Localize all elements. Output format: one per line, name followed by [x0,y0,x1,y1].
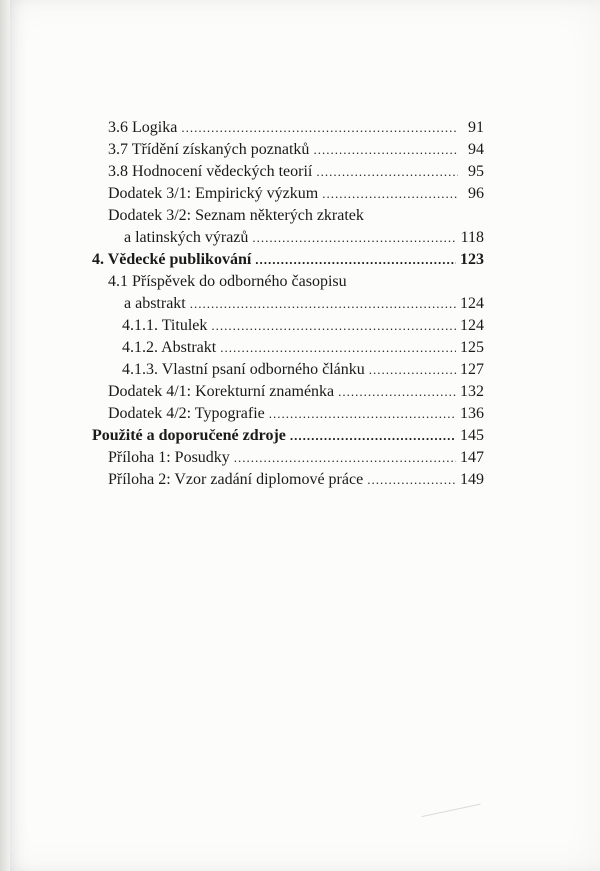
toc-entry-label: 4.1 Příspěvek do odborného časopisu [108,273,347,290]
toc-leader-dots [322,183,458,205]
toc-entry [92,227,484,249]
toc-entry-label: 3.6 Logika [108,119,178,136]
toc-entry-label: Dodatek 4/1: Korekturní znaménka [108,383,335,400]
toc-leader-dots [255,249,456,271]
toc-subentry [92,359,484,381]
toc-entry [92,205,484,227]
toc-entry-page: 118 [460,229,484,246]
toc-leader-dots [313,139,458,161]
toc-leader-dots [220,337,456,359]
toc-chapter-label: Použité a doporučené zdroje [92,427,286,444]
toc-leader-dots [252,227,456,249]
toc-entry-label: Dodatek 3/1: Empirický výzkum [108,185,319,202]
toc-entry-page: 124 [460,295,484,312]
toc-entry [92,183,484,205]
toc-leader-dots [367,469,456,491]
toc-entry [92,117,484,139]
toc-subentry [92,337,484,359]
toc-subentry [92,315,484,337]
toc-leader-dots [369,359,456,381]
toc-entry [92,293,484,315]
toc-subentry-label: 4.1.2. Abstrakt [122,339,217,356]
toc-leader-dots [338,381,456,403]
toc-entry [92,161,484,183]
toc-subentry-page: 125 [460,339,484,356]
toc-entry [92,139,484,161]
table-of-contents [92,117,484,491]
toc-leader-dots [211,315,456,337]
toc-entry [92,403,484,425]
toc-entry-label: 3.7 Třídění získaných poznatků [108,141,310,158]
toc-leader-dots [181,117,458,139]
toc-leader-dots [316,161,458,183]
toc-entry-page: 95 [468,163,484,180]
toc-entry-page: 149 [460,471,484,488]
toc-subentry-label: 4.1.1. Titulek [122,317,208,334]
toc-subentry-page: 124 [460,317,484,334]
toc-subentry-label: 4.1.3. Vlastní psaní odborného článku [122,361,365,378]
toc-entry-page: 147 [460,449,484,466]
toc-chapter [92,249,484,271]
toc-entry [92,469,484,491]
toc-entry-page: 132 [460,383,484,400]
toc-entry [92,447,484,469]
toc-leader-dots [234,447,456,469]
toc-entry-page: 94 [468,141,484,158]
toc-entry-page: 91 [468,119,484,136]
toc-entry-label: a latinských výrazů [124,229,249,246]
toc-chapter-page: 123 [460,251,484,268]
toc-entry-label: Příloha 2: Vzor zadání diplomové práce [108,471,364,488]
toc-entry-label: Příloha 1: Posudky [108,449,230,466]
toc-leader-dots [190,293,456,315]
toc-entry-label: 3.8 Hodnocení vědeckých teorií [108,163,313,180]
paper-smudge [420,794,481,817]
toc-leader-dots [269,403,456,425]
toc-chapter-page: 145 [460,427,484,444]
toc-chapter-label: 4. Vědecké publikování [92,251,252,268]
toc-subentry-page: 127 [460,361,484,378]
toc-entry-label: a abstrakt [124,295,186,312]
toc-leader-dots [290,425,456,447]
toc-entry [92,381,484,403]
toc-entry-page: 136 [460,405,484,422]
page-binding-edge [0,0,10,871]
toc-chapter [92,425,484,447]
toc-entry-label: Dodatek 4/2: Typografie [108,405,265,422]
toc-entry [92,271,484,293]
toc-entry-label: Dodatek 3/2: Seznam některých zkratek [108,207,364,224]
toc-entry-page: 96 [468,185,484,202]
